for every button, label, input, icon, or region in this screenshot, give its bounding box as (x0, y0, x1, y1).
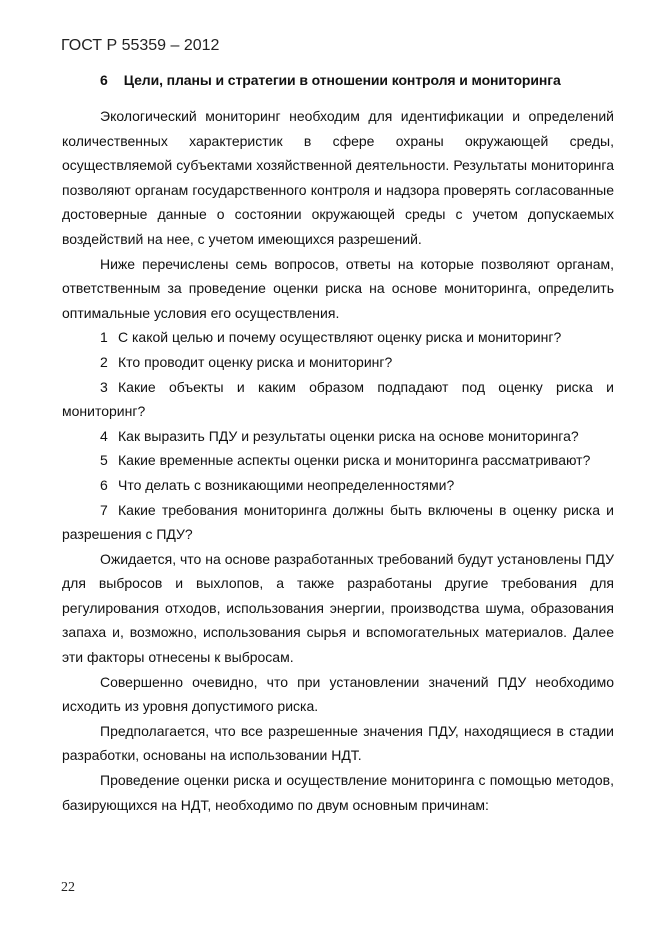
list-item-number: 4 (100, 427, 108, 444)
list-item-text: Кто проводит оценку риска и мониторинг? (118, 353, 393, 370)
paragraph: Ниже перечислены семь вопросов, ответы на которые позволяют органам, ответственным за проведение оценки риска на основе мониторинга, определить оптимальные условия его осуществления. (62, 255, 614, 321)
list-item (62, 375, 614, 424)
page-number: 22 (61, 880, 75, 895)
list-item (62, 325, 614, 350)
list-item (62, 448, 614, 473)
list-item-number: 5 (100, 452, 108, 469)
list-item-text: Как выразить ПДУ и результаты оценки риска на основе мониторинга? (118, 427, 579, 444)
list-item-text: С какой целью и почему осуществляют оценку риска и мониторинг? (118, 329, 562, 346)
document-body (62, 104, 614, 817)
list-item-text: Какие объекты и каким образом подпадают под оценку риска и мониторинг? (62, 378, 614, 420)
paragraph: Ожидается, что на основе разработанных требований будут установлены ПДУ для выбросов и выхлопов, а также разработаны другие требования для регулирования отходов, использования энергии, производства шума, образования запаха и, возможно, использования сырья и вспомогательных материалов. Далее эти факторы отнесены к выбросам. (62, 550, 614, 666)
list-item (62, 498, 614, 547)
list-item-number: 6 (100, 476, 108, 493)
document-header: ГОСТ Р 55359 – 2012 (61, 37, 220, 54)
list-item-number: 1 (100, 329, 108, 346)
list-item-text: Какие требования мониторинга должны быть включены в оценку риска и разрешения с ПДУ? (62, 501, 614, 543)
list-item-text: Что делать с возникающими неопределенностями? (118, 476, 455, 493)
section-title-text: Цели, планы и стратегии в отношении контроля и мониторинга (123, 72, 561, 88)
paragraph: Совершенно очевидно, что при установлении значений ПДУ необходимо исходить из уровня допустимого риска. (62, 673, 614, 715)
paragraph: Экологический мониторинг необходим для идентификации и определений количественных характеристик в сфере охраны окружающей среды, осуществляемой субъектами хозяйственной деятельности. Результаты мониторинга позволяют органам государственного контроля и надзора проверять согласованные достоверные данные о состоянии окружающей среды с учетом допускаемых воздействий на нее, с учетом имеющихся разрешений. (62, 108, 614, 247)
list-item-number: 3 (100, 378, 108, 395)
list-item-number: 2 (100, 353, 108, 370)
list-item (62, 424, 614, 449)
list-item (62, 350, 614, 375)
paragraph: Проведение оценки риска и осуществление мониторинга с помощью методов, базирующихся на НДТ, необходимо по двум основным причинам: (62, 772, 614, 813)
list-item (62, 473, 614, 498)
list-item-number: 7 (100, 501, 108, 518)
section-number: 6 (100, 72, 108, 88)
paragraph: Предполагается, что все разрешенные значения ПДУ, находящиеся в стадии разработки, основаны на использовании НДТ. (62, 722, 614, 764)
section-heading (100, 72, 561, 88)
list-item-text: Какие временные аспекты оценки риска и мониторинга рассматривают? (118, 452, 591, 469)
